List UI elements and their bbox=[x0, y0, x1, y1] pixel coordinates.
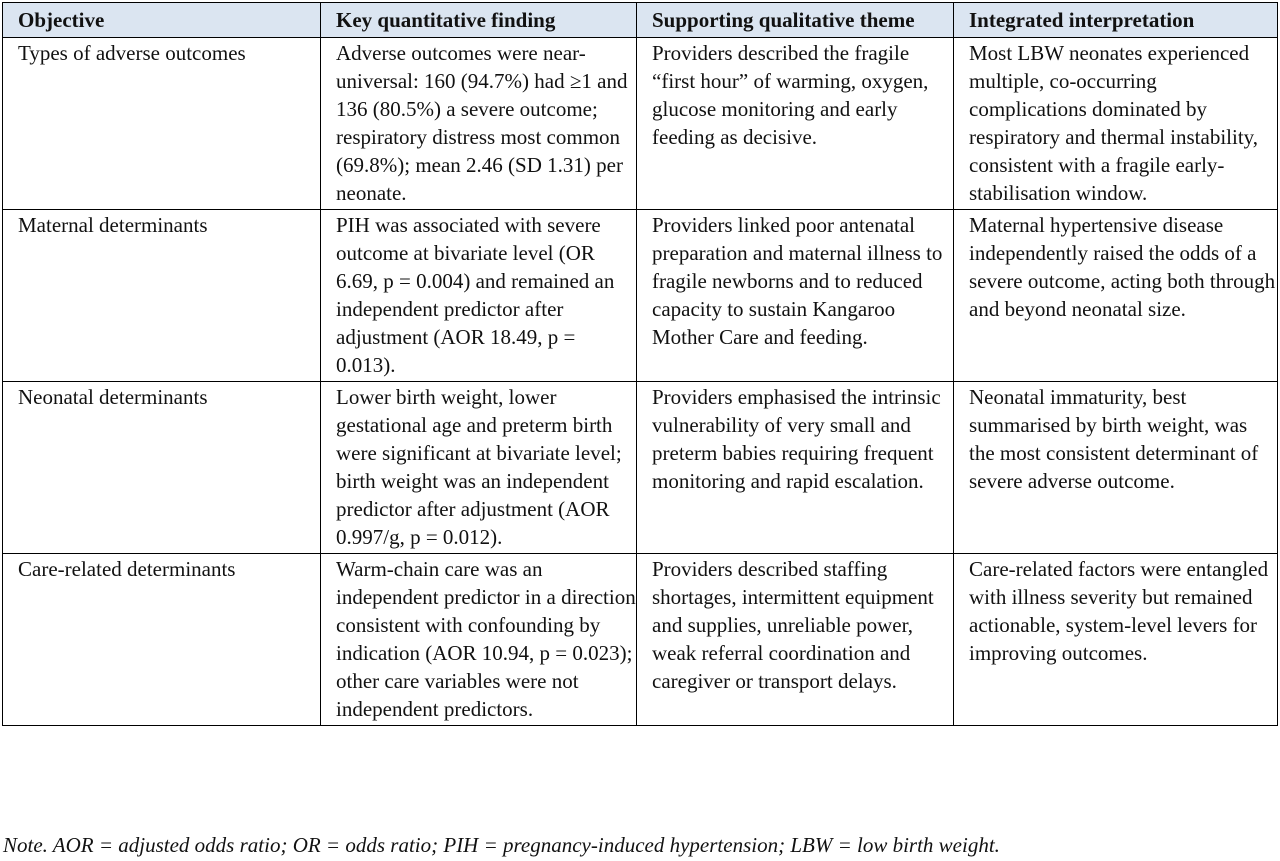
cell-integrated-interpretation: Neonatal immaturity, best summarised by birth weight, was the most consistent determinant of severe adverse outcome. bbox=[954, 382, 1278, 554]
cell-objective: Maternal determinants bbox=[3, 210, 321, 382]
cell-qualitative-theme: Providers emphasised the intrinsic vulnerability of very small and preterm babies requiring frequent monitoring and rapid escalation. bbox=[637, 382, 954, 554]
table-row bbox=[3, 382, 1278, 554]
cell-qualitative-theme: Providers described staffing shortages, intermittent equipment and supplies, unreliable power, weak referral coordination and caregiver or transport delays. bbox=[637, 554, 954, 726]
table-row bbox=[3, 554, 1278, 726]
table-row bbox=[3, 38, 1278, 210]
cell-objective: Care-related determinants bbox=[3, 554, 321, 726]
cell-integrated-interpretation: Maternal hypertensive disease independently raised the odds of a severe outcome, acting both through and beyond neonatal size. bbox=[954, 210, 1278, 382]
cell-integrated-interpretation: Care-related factors were entangled with illness severity but remained actionable, system-level levers for improving outcomes. bbox=[954, 554, 1278, 726]
cell-qualitative-theme: Providers described the fragile “first hour” of warming, oxygen, glucose monitoring and early feeding as decisive. bbox=[637, 38, 954, 210]
header-qualitative-theme: Supporting qualitative theme bbox=[637, 3, 954, 38]
table-note: Note. AOR = adjusted odds ratio; OR = odds ratio; PIH = pregnancy-induced hypertension; LBW = low birth weight. bbox=[3, 833, 1000, 857]
header-objective: Objective bbox=[3, 3, 321, 38]
header-quantitative-finding: Key quantitative finding bbox=[321, 3, 637, 38]
cell-quantitative-finding: Warm-chain care was an independent predictor in a direction consistent with confounding by indication (AOR 10.94, p = 0.023); other care variables were not independent predictors. bbox=[321, 554, 637, 726]
header-integrated-interpretation: Integrated interpretation bbox=[954, 3, 1278, 38]
table-row bbox=[3, 210, 1278, 382]
cell-objective: Neonatal determinants bbox=[3, 382, 321, 554]
cell-quantitative-finding: PIH was associated with severe outcome at bivariate level (OR 6.69, p = 0.004) and remained an independent predictor after adjustment (AOR 18.49, p = 0.013). bbox=[321, 210, 637, 382]
cell-objective: Types of adverse outcomes bbox=[3, 38, 321, 210]
cell-qualitative-theme: Providers linked poor antenatal preparation and maternal illness to fragile newborns and to reduced capacity to sustain Kangaroo Mother Care and feeding. bbox=[637, 210, 954, 382]
header-row bbox=[3, 3, 1278, 38]
results-table bbox=[2, 2, 1278, 726]
cell-quantitative-finding: Lower birth weight, lower gestational age and preterm birth were significant at bivariate level; birth weight was an independent predictor after adjustment (AOR 0.997/g, p = 0.012). bbox=[321, 382, 637, 554]
cell-quantitative-finding: Adverse outcomes were near-universal: 160 (94.7%) had ≥1 and 136 (80.5%) a severe outcome; respiratory distress most common (69.8%); mean 2.46 (SD 1.31) per neonate. bbox=[321, 38, 637, 210]
cell-integrated-interpretation: Most LBW neonates experienced multiple, co-occurring complications dominated by respiratory and thermal instability, consistent with a fragile early-stabilisation window. bbox=[954, 38, 1278, 210]
